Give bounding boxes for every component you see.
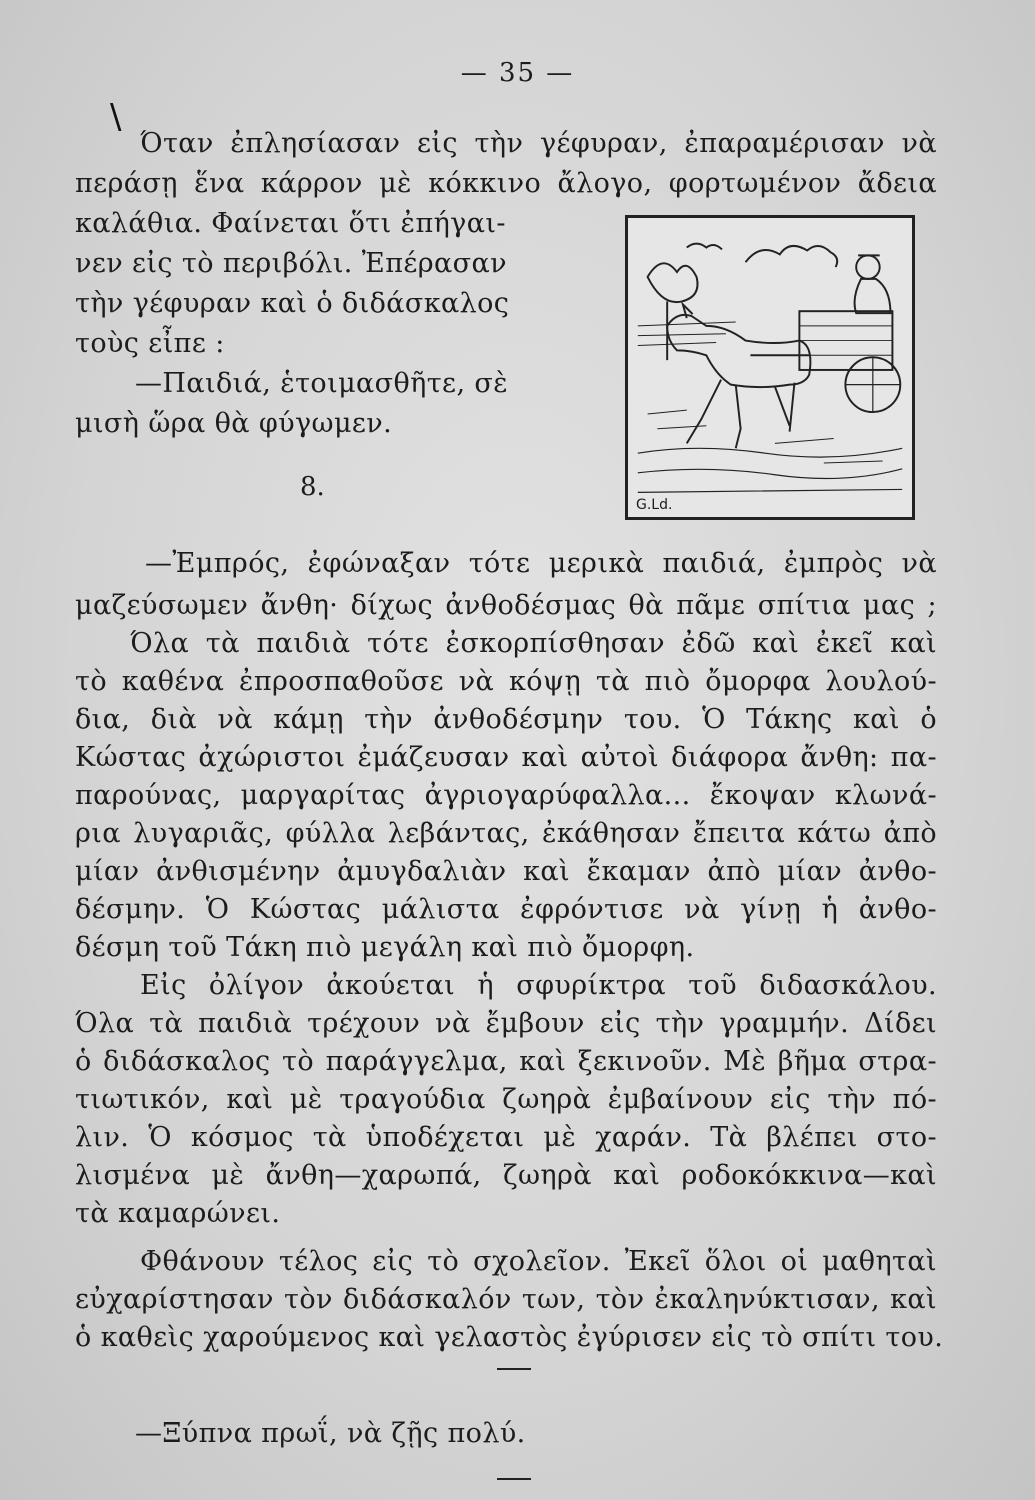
text-line: Όταν ἐπλησίασαν εἰς τὴν γέφυραν, ἐπαραμέρισαν νὰ (140, 128, 937, 159)
text-line: λιν. Ὁ κόσμος τὰ ὑποδέχεται μὲ χαράν. Τὰ βλέπει στο- (75, 1122, 937, 1153)
text-line: περάσῃ ἕνα κάρρον μὲ κόκκινο ἄλογο, φορτωμένον ἄδεια (75, 168, 937, 199)
text-line: νεν εἰς τὸ περιβόλι. Ἐπέρασαν (75, 248, 507, 279)
handwritten-check-mark: \ (110, 97, 122, 137)
text-line: Εἰς ὀλίγον ἀκούεται ἡ σφυρίκτρα τοῦ διδασκάλου. (140, 970, 937, 1001)
text-line: ὁ διδάσκαλος τὸ παράγγελμα, καὶ ξεκινοῦν. Μὲ βῆμα στρα- (75, 1046, 937, 1077)
separator-rule (497, 1478, 531, 1480)
text-line: Όλα τὰ παιδιὰ τρέχουν νὰ ἔμβουν εἰς τὴν γραμμήν. Δίδει (75, 1008, 937, 1039)
text-line: Φθάνουν τέλος εἰς τὸ σχολεῖον. Ἐκεῖ ὅλοι οἱ μαθηταὶ (140, 1246, 937, 1277)
section-number: 8. (300, 472, 325, 502)
text-line: δέσμη τοῦ Τάκη πιὸ μεγάλη καὶ πιὸ ὄμορφη. (75, 932, 695, 963)
page-number: — 35 — (460, 58, 575, 88)
text-line: μισὴ ὥρα θὰ φύγωμεν. (75, 408, 393, 439)
text-line: τὸ καθένα ἐπροσπαθοῦσε νὰ κόψῃ τὰ πιὸ ὄμορφα λουλού- (75, 666, 937, 697)
separator-rule (497, 1368, 531, 1370)
text-line: ρια λυγαριᾶς, φύλλα λεβάντας, ἐκάθησαν ἔπειτα κάτω ἀπὸ (75, 818, 937, 849)
text-line: Κώστας ἀχώριστοι ἐμάζευσαν καὶ αὐτοὶ διάφορα ἄνθη: πα- (75, 742, 937, 773)
text-line: λισμένα μὲ ἄνθη—χαρωπά, ζωηρὰ καὶ ροδοκόκκινα—καὶ (75, 1160, 937, 1191)
text-line: δέσμην. Ὁ Κώστας μάλιστα ἐφρόντισε νὰ γίνῃ ἡ ἀνθο- (75, 894, 937, 925)
text-line: καλάθια. Φαίνεται ὅτι ἐπήγαι- (75, 208, 506, 239)
text-line: —Παιδιά, ἑτοιμασθῆτε, σὲ (135, 368, 509, 399)
text-line: τοὺς εἶπε : (75, 328, 225, 359)
text-line: μίαν ἀνθισμένην ἀμυγδαλιὰν καὶ ἔκαμαν ἀπὸ μίαν ἀνθο- (75, 856, 937, 887)
text-line: τὰ καμαρώνει. (75, 1198, 281, 1229)
illustrator-signature: G.Ld. (636, 497, 673, 513)
text-line: εὐχαρίστησαν τὸν διδάσκαλόν των, τὸν ἐκαληνύκτισαν, καὶ (75, 1284, 937, 1315)
text-line: ὁ καθεὶς χαρούμενος καὶ γελαστὸς ἐγύρισεν εἰς τὸ σπίτι του. (75, 1322, 944, 1353)
illustration-frame (625, 215, 915, 520)
text-line: τιωτικόν, καὶ μὲ τραγούδια ζωηρὰ ἐμβαίνουν εἰς τὴν πό- (75, 1084, 937, 1115)
closing-line: —Ξύπνα πρωΐ, νὰ ζῇς πολύ. (135, 1418, 526, 1449)
text-line: τὴν γέφυραν καὶ ὁ διδάσκαλος (75, 288, 510, 319)
text-line: δια, διὰ νὰ κάμῃ τὴν ἀνθοδέσμην του. Ὁ Τάκης καὶ ὁ (75, 704, 937, 735)
text-line: παρούνας, μαργαρίτας ἀγριογαρύφαλλα... ἔκοψαν κλωνά- (75, 780, 937, 811)
text-line: —Ἐμπρός, ἐφώναξαν τότε μερικὰ παιδιά, ἐμπρὸς νὰ (145, 548, 937, 579)
text-line: μαζεύσωμεν ἄνθη· δίχως ἀνθοδέσμας θὰ πᾶμε σπίτια μας ; (75, 590, 937, 621)
horse-cart-illustration-icon (628, 218, 912, 517)
text-line: Όλα τὰ παιδιὰ τότε ἐσκορπίσθησαν ἐδῶ καὶ ἐκεῖ καὶ (130, 628, 937, 659)
